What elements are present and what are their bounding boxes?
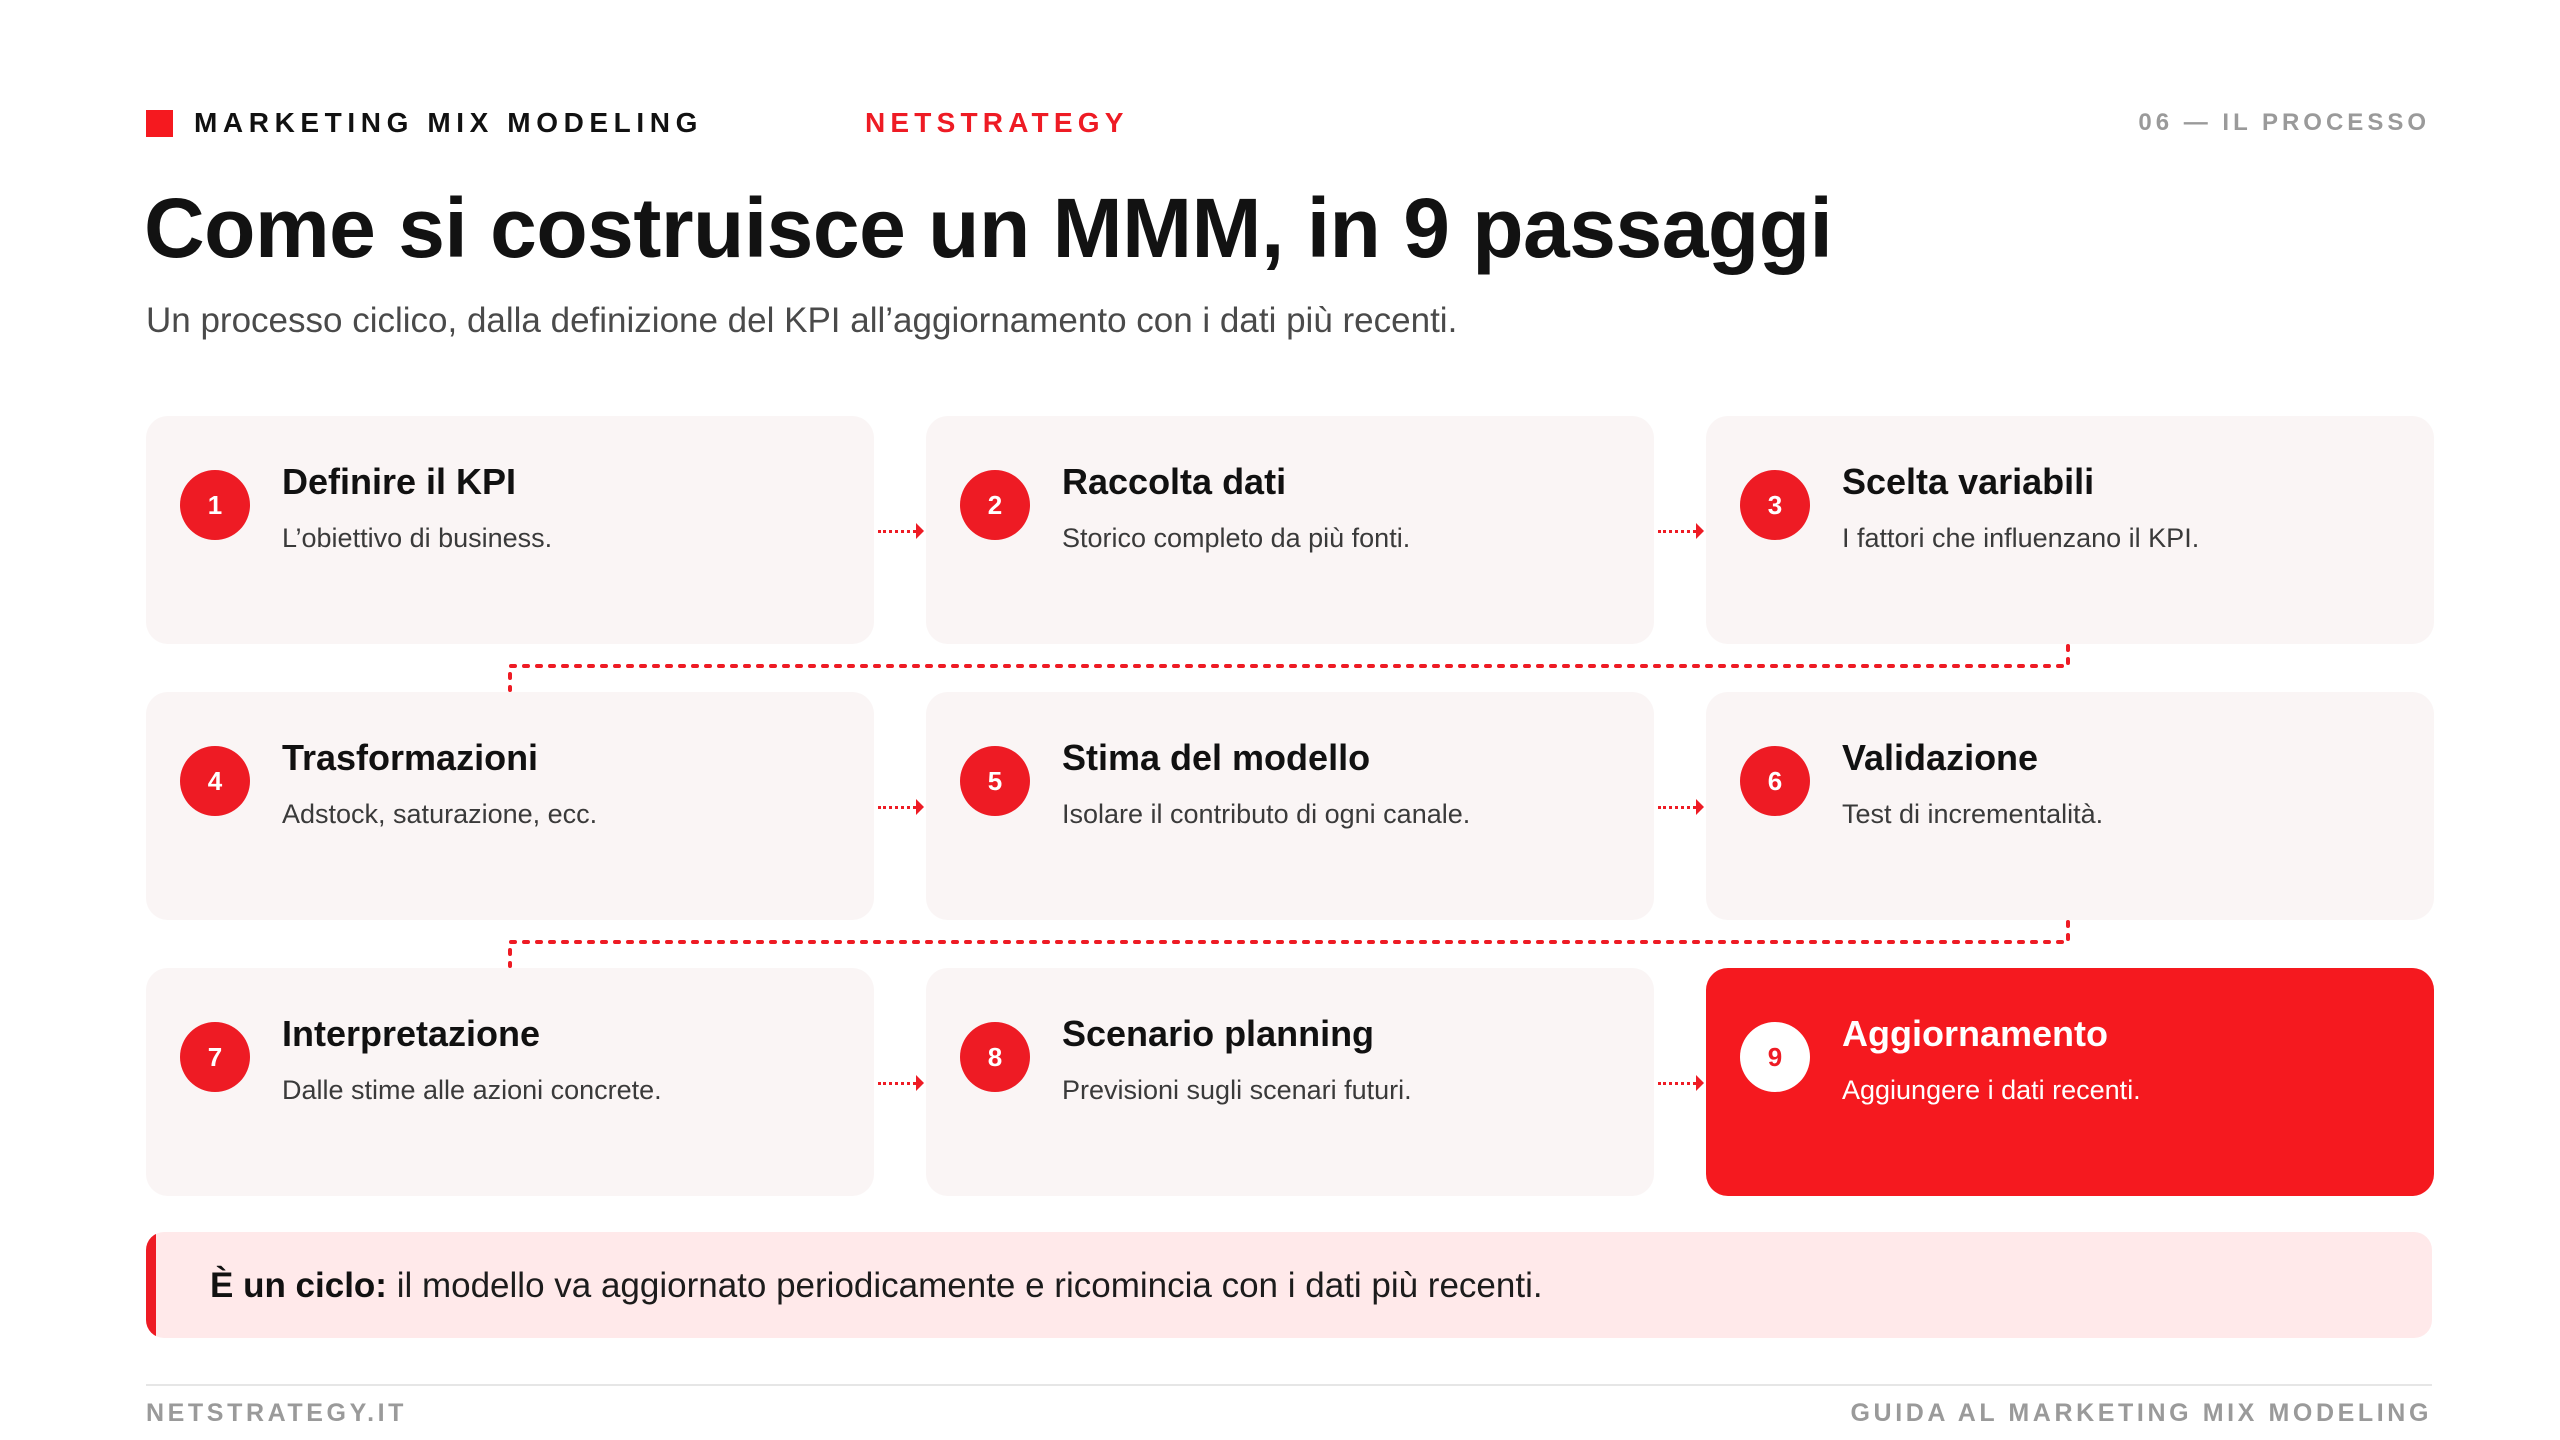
wrap-connector-6-7 xyxy=(510,922,2068,966)
callout-accent-bar xyxy=(146,1232,156,1338)
step-card-9-highlighted xyxy=(1706,968,2434,1196)
step-card-5 xyxy=(926,692,1654,920)
connector-arrow-icon xyxy=(878,1074,924,1092)
connector-arrow-icon xyxy=(878,798,924,816)
callout-strong-label: È un ciclo: xyxy=(210,1266,387,1305)
step-number-badge: 4 xyxy=(180,746,250,816)
connector-arrow-icon xyxy=(878,522,924,540)
step-card-3 xyxy=(1706,416,2434,644)
step-card-7 xyxy=(146,968,874,1196)
step-description: Adstock, saturazione, ecc. xyxy=(282,799,598,829)
section-label: 06 — IL PROCESSO xyxy=(2138,109,2430,136)
connector-arrow-icon xyxy=(1658,1074,1704,1092)
step-description: Isolare il contributo di ogni canale. xyxy=(1062,799,1471,829)
step-number-badge: 9 xyxy=(1740,1022,1810,1092)
wrap-connector-3-4 xyxy=(510,646,2068,690)
step-description: Test di incrementalità. xyxy=(1842,799,2104,829)
step-number-badge: 2 xyxy=(960,470,1030,540)
page-subtitle: Un processo ciclico, dalla definizione del KPI all’aggiornamento con i dati più recenti. xyxy=(146,301,1458,340)
step-card-4 xyxy=(146,692,874,920)
step-title: Aggiornamento xyxy=(1842,1013,2108,1054)
step-title: Trasformazioni xyxy=(282,737,539,778)
step-title: Scenario planning xyxy=(1062,1013,1375,1054)
page-title: Come si costruisce un MMM, in 9 passaggi xyxy=(144,181,1833,275)
footer-website: NETSTRATEGY.IT xyxy=(146,1399,408,1427)
callout-text xyxy=(210,1264,1543,1308)
connector-arrow-icon xyxy=(1658,798,1704,816)
step-number-badge: 7 xyxy=(180,1022,250,1092)
step-title: Scelta variabili xyxy=(1842,461,2095,502)
step-number-badge: 1 xyxy=(180,470,250,540)
step-title: Raccolta dati xyxy=(1062,461,1287,502)
callout-body: il modello va aggiornato periodicamente e ricomincia con i dati più recenti. xyxy=(386,1266,1543,1305)
step-description: L’obiettivo di business. xyxy=(282,523,553,553)
step-description: Storico completo da più fonti. xyxy=(1062,523,1411,553)
step-number-badge: 5 xyxy=(960,746,1030,816)
step-card-6 xyxy=(1706,692,2434,920)
connector-arrow-icon xyxy=(1658,522,1704,540)
step-number-badge: 6 xyxy=(1740,746,1810,816)
brand-name: NETSTRATEGY xyxy=(865,107,1129,138)
step-title: Definire il KPI xyxy=(282,461,517,502)
brand-square-icon xyxy=(146,110,173,137)
step-title: Interpretazione xyxy=(282,1013,541,1054)
step-title: Stima del modello xyxy=(1062,737,1371,778)
step-description: Dalle stime alle azioni concrete. xyxy=(282,1075,662,1105)
topic-kicker: MARKETING MIX MODELING xyxy=(194,107,703,138)
step-card-8 xyxy=(926,968,1654,1196)
step-description: Aggiungere i dati recenti. xyxy=(1842,1075,2141,1105)
step-description: I fattori che influenzano il KPI. xyxy=(1842,523,2200,553)
footer-guide-title: GUIDA AL MARKETING MIX MODELING xyxy=(1850,1399,2432,1427)
step-card-2 xyxy=(926,416,1654,644)
top-bar xyxy=(146,106,2430,140)
step-card-1 xyxy=(146,416,874,644)
step-title: Validazione xyxy=(1842,737,2039,778)
step-number-badge: 8 xyxy=(960,1022,1030,1092)
step-description: Previsioni sugli scenari futuri. xyxy=(1062,1075,1412,1105)
footer-divider xyxy=(146,1384,2432,1386)
step-number-badge: 3 xyxy=(1740,470,1810,540)
cycle-callout xyxy=(146,1232,2432,1338)
